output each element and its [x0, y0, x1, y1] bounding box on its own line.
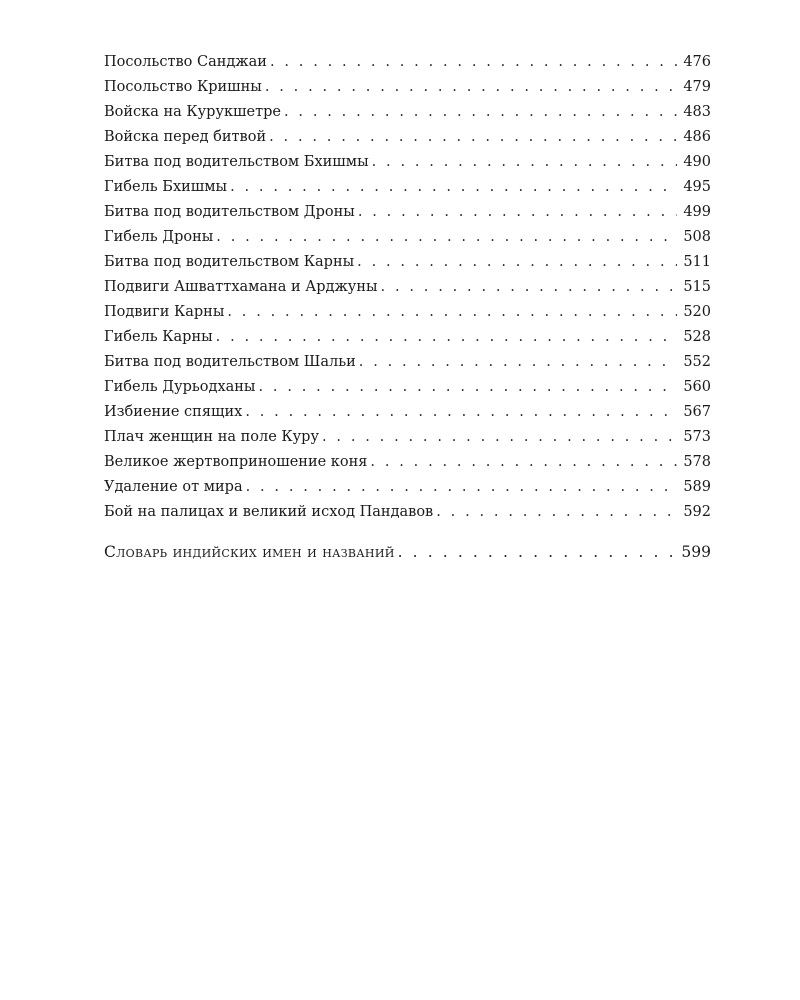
toc-entry-title: Войска перед битвой	[104, 129, 267, 145]
toc-dot-leader	[269, 125, 677, 150]
toc-entry-page: 515	[683, 279, 711, 295]
toc-entry-title: Посольство Кришны	[104, 79, 262, 95]
toc-entry[interactable]	[104, 325, 711, 350]
toc-dot-leader	[358, 200, 677, 225]
toc-entry[interactable]	[104, 350, 711, 375]
toc-entry-title: Великое жертвоприношение коня	[104, 454, 368, 470]
toc-entry-page: 499	[683, 204, 711, 220]
toc-entry[interactable]	[104, 300, 711, 325]
toc-entry-page: 490	[683, 154, 711, 170]
toc-entry[interactable]	[104, 475, 711, 500]
toc-entry-title: Битва под водительством Бхишмы	[104, 154, 369, 170]
toc-entry-page: 567	[683, 404, 711, 420]
toc-entry-page: 520	[683, 304, 711, 320]
toc-entry[interactable]	[104, 200, 711, 225]
toc-entry-title: Войска на Курукшетре	[104, 104, 281, 120]
toc-entry[interactable]	[104, 150, 711, 175]
toc-dot-leader	[322, 425, 677, 450]
toc-entry-title: Гибель Бхишмы	[104, 179, 228, 195]
toc-entry-page: 589	[683, 479, 711, 495]
toc-entry-title: Гибель Карны	[104, 329, 213, 345]
toc-dot-leader	[359, 350, 677, 375]
toc-dot-leader	[227, 300, 677, 325]
toc-entry[interactable]	[104, 375, 711, 400]
toc-dot-leader	[284, 100, 677, 125]
toc-entry[interactable]	[104, 275, 711, 300]
toc-dot-leader	[381, 275, 677, 300]
toc-entry[interactable]	[104, 225, 711, 250]
toc-dot-leader	[216, 225, 677, 250]
toc-dot-leader	[245, 400, 677, 425]
toc-entry[interactable]	[104, 50, 711, 75]
toc-entry[interactable]	[104, 500, 711, 525]
toc-entry-title: Битва под водительством Шальи	[104, 354, 356, 370]
toc-dot-leader	[246, 475, 677, 500]
toc-entry-title: Посольство Санджаи	[104, 54, 267, 70]
toc-entry-page: 573	[683, 429, 711, 445]
toc-entry-title: Битва под водительством Дроны	[104, 204, 355, 220]
toc-dot-leader	[270, 50, 677, 75]
toc-entry-title: Битва под водительством Карны	[104, 254, 355, 270]
table-of-contents	[104, 50, 711, 565]
toc-entry-title: Гибель Дурьодханы	[104, 379, 256, 395]
toc-entry-page: 578	[683, 454, 711, 470]
toc-entry[interactable]	[104, 450, 711, 475]
toc-entry[interactable]	[104, 400, 711, 425]
toc-entry-page: 483	[683, 104, 711, 120]
toc-dot-leader	[370, 450, 677, 475]
toc-dot-leader	[398, 540, 677, 565]
toc-entry-page: 592	[683, 504, 711, 520]
toc-dot-leader	[230, 175, 677, 200]
toc-entry-title: Избиение спящих	[104, 404, 243, 420]
toc-dot-leader	[216, 325, 677, 350]
toc-entry[interactable]	[104, 100, 711, 125]
toc-entry-title: Удаление от мира	[104, 479, 243, 495]
toc-entry-page: 508	[683, 229, 711, 245]
toc-dot-leader	[265, 75, 677, 100]
toc-entry-page: 560	[683, 379, 711, 395]
toc-entry-page: 552	[683, 354, 711, 370]
toc-dot-leader	[357, 250, 677, 275]
toc-dot-leader	[258, 375, 677, 400]
toc-entry-page: 511	[683, 254, 711, 270]
toc-entry-title: Подвиги Ашваттхамана и Арджуны	[104, 279, 378, 295]
toc-entry-title: Гибель Дроны	[104, 229, 214, 245]
toc-dot-leader	[372, 150, 677, 175]
toc-entry[interactable]	[104, 425, 711, 450]
toc-entry-page: 479	[683, 79, 711, 95]
toc-section-page: 599	[681, 543, 711, 561]
toc-entry-page: 476	[683, 54, 711, 70]
toc-entry-page: 528	[683, 329, 711, 345]
toc-entry-title: Подвиги Карны	[104, 304, 225, 320]
toc-section-entry[interactable]	[104, 540, 711, 565]
toc-entry-page: 486	[683, 129, 711, 145]
toc-entry[interactable]	[104, 175, 711, 200]
toc-entry-title: Бой на палицах и великий исход Пандавов	[104, 504, 434, 520]
toc-entry[interactable]	[104, 75, 711, 100]
toc-entry-title: Плач женщин на поле Куру	[104, 429, 319, 445]
toc-section-title: Словарь индийских имен и названий	[104, 543, 395, 561]
toc-dot-leader	[436, 500, 677, 525]
toc-entry[interactable]	[104, 125, 711, 150]
toc-entry-page: 495	[683, 179, 711, 195]
toc-entry[interactable]	[104, 250, 711, 275]
